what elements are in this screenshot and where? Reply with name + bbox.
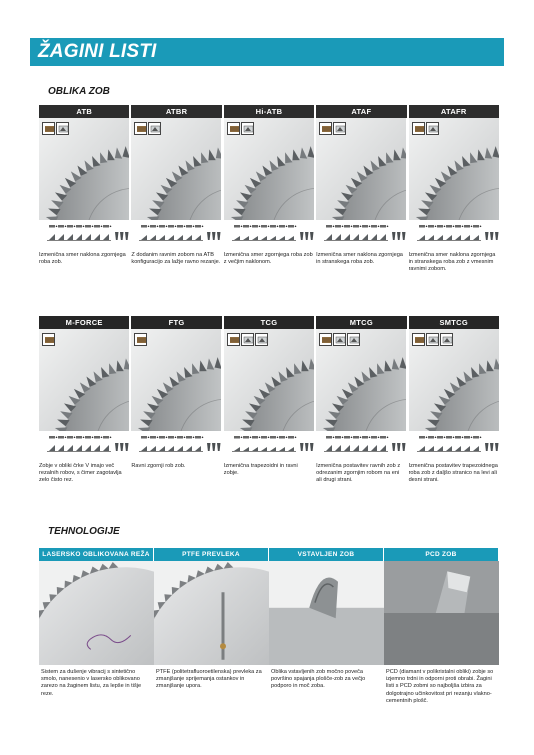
tooth-shape-row-1 <box>39 105 499 274</box>
tooth-card-image <box>39 329 129 431</box>
tooth-card-atafr <box>409 105 499 274</box>
tooth-card-image <box>131 329 221 431</box>
technology-card <box>39 548 154 705</box>
tooth-card-title: TCG <box>224 316 314 329</box>
composite-badge-icon <box>56 122 69 135</box>
tooth-profile-diagram <box>409 431 499 461</box>
composite-badge-icon <box>426 122 439 135</box>
tooth-profile <box>39 220 129 250</box>
tooth-card-mtcg <box>316 316 406 485</box>
tooth-profile-diagram <box>224 431 314 461</box>
material-badges <box>134 122 161 135</box>
wood-badge-icon <box>134 122 147 135</box>
technology-card <box>269 548 384 705</box>
technology-card <box>154 548 269 705</box>
tooth-card-description: Izmenična trapezoidni in ravni zobje. <box>223 463 298 477</box>
material-badges <box>42 122 69 135</box>
technology-photo <box>39 561 154 665</box>
material-badges <box>319 122 346 135</box>
composite-badge-icon <box>426 333 439 346</box>
tooth-card-atb <box>39 105 129 274</box>
section-title-technologies: TEHNOLOGIJE <box>48 526 120 537</box>
laminate-badge-icon <box>347 333 360 346</box>
technology-title: LASERSKO OBLIKOVANA REŽA <box>39 548 154 561</box>
technology-description: PCD (diamant v polikristalni obliki) zobje so izjemno trdni in odporni proti obrabi. Žagini listi s PCD zobmi so najboljša izbira za dolgotrajno učinkovitost pri rezanju vlakno-cementnih plošč. <box>386 669 494 704</box>
tooth-profile <box>131 220 221 250</box>
tooth-card-description: Izmenična postavitev ravnih zob z odrezanim zgornjim robom na eni ali drugi strani. <box>316 463 401 484</box>
tooth-profile-diagram <box>316 431 406 461</box>
wood-badge-icon <box>412 333 425 346</box>
material-badges <box>227 333 268 346</box>
material-badges <box>42 333 55 346</box>
tooth-card-title: Hi-ATB <box>224 105 314 118</box>
tooth-card-hi-atb <box>224 105 314 274</box>
tooth-card-description: Zobje v obliki črke V imajo več rezalnih robov, s čimer zagotavlja zelo čisto rez. <box>39 463 122 484</box>
tooth-profile-diagram <box>409 220 499 250</box>
tooth-card-description: Z dodanim ravnim zobom na ATB konfiguracijo za lažje ravno rezanje. <box>131 252 221 266</box>
tooth-card-atbr <box>131 105 221 274</box>
tooth-card-image <box>224 329 314 431</box>
wood-badge-icon <box>319 333 332 346</box>
tooth-card-title: ATBR <box>131 105 221 118</box>
tooth-profile <box>316 220 406 250</box>
wood-badge-icon <box>42 333 55 346</box>
tooth-shape-row-2 <box>39 316 499 485</box>
tooth-profile-diagram <box>131 431 221 461</box>
technology-title: PTFE PREVLEKA <box>154 548 269 561</box>
tooth-profile-diagram <box>39 220 129 250</box>
tooth-card-image <box>409 118 499 220</box>
wood-badge-icon <box>227 122 240 135</box>
technology-image <box>39 561 154 665</box>
tooth-card-title: FTG <box>131 316 221 329</box>
tooth-profile <box>316 431 406 461</box>
material-badges <box>227 122 254 135</box>
tooth-profile <box>224 220 314 250</box>
material-badges <box>412 122 439 135</box>
tooth-card-image <box>316 118 406 220</box>
tooth-card-image <box>409 329 499 431</box>
technology-description: Oblika vstavljenih zob močno poveča površino spajanja plošče-zob za večjo podporo in moč zoba. <box>271 669 366 690</box>
tooth-card-ftg <box>131 316 221 485</box>
tooth-card-description: Izmenična smer zgornjega roba zob z večjim naklonom. <box>223 252 313 266</box>
tooth-card-description: Izmenična postavitev trapezoidnega roba zob z daljšo stranico na levi ali desni strani. <box>408 463 498 484</box>
tooth-card-image <box>131 118 221 220</box>
composite-badge-icon <box>241 122 254 135</box>
composite-badge-icon <box>241 333 254 346</box>
technology-photo <box>154 561 269 665</box>
tooth-card-image <box>316 329 406 431</box>
tooth-card-image <box>224 118 314 220</box>
wood-badge-icon <box>319 122 332 135</box>
tooth-profile-diagram <box>224 220 314 250</box>
tooth-card-description: Izmenična smer naklona zgornjega in stranskega roba zob. <box>316 252 403 266</box>
tooth-profile-diagram <box>39 431 129 461</box>
wood-badge-icon <box>134 333 147 346</box>
tooth-card-image <box>39 118 129 220</box>
tooth-profile <box>409 220 499 250</box>
tooth-profile <box>131 431 221 461</box>
tooth-card-title: ATB <box>39 105 129 118</box>
technology-title: PCD ZOB <box>384 548 499 561</box>
composite-badge-icon <box>333 122 346 135</box>
tooth-card-ataf <box>316 105 406 274</box>
tooth-card-title: MTCG <box>316 316 406 329</box>
tooth-card-smtcg <box>409 316 499 485</box>
material-badges <box>134 333 147 346</box>
wood-badge-icon <box>412 122 425 135</box>
tooth-profile <box>409 431 499 461</box>
technology-image <box>154 561 269 665</box>
tooth-profile-diagram <box>316 220 406 250</box>
composite-badge-icon <box>148 122 161 135</box>
technology-image <box>384 561 499 665</box>
technology-title: VSTAVLJEN ZOB <box>269 548 384 561</box>
technology-image <box>269 561 384 665</box>
tooth-card-description: Izmenična smer naklona zgornjega roba zob. <box>39 252 126 266</box>
wood-badge-icon <box>227 333 240 346</box>
material-badges <box>412 333 453 346</box>
tooth-card-title: ATAFR <box>409 105 499 118</box>
technologies-row <box>39 548 499 705</box>
tooth-card-title: ATAF <box>316 105 406 118</box>
tooth-card-tcg <box>224 316 314 485</box>
tooth-card-title: SMTCG <box>409 316 499 329</box>
tooth-profile <box>224 431 314 461</box>
technology-photo <box>384 561 499 665</box>
tooth-card-description: Izmenična smer naklona zgornjega in stranskega roba zob z vmesnim ravnimi zobom. <box>408 252 496 273</box>
tooth-profile-diagram <box>131 220 221 250</box>
page-title: ŽAGINI LISTI <box>38 41 157 62</box>
material-badges <box>319 333 360 346</box>
technology-photo <box>269 561 384 665</box>
composite-badge-icon <box>333 333 346 346</box>
wood-badge-icon <box>42 122 55 135</box>
technology-description: PTFE (politetrafluoroetilenska) prevleka za zmanjšanje sprijemanja ostankov in zmanjšanje upora. <box>156 669 262 690</box>
tooth-card-description: Ravni zgornji rob zob. <box>131 463 186 469</box>
tooth-profile <box>39 431 129 461</box>
technology-card <box>384 548 499 705</box>
page-title-banner <box>30 38 504 66</box>
tooth-card-title: M-FORCE <box>39 316 129 329</box>
laminate-badge-icon <box>440 333 453 346</box>
laminate-badge-icon <box>255 333 268 346</box>
section-title-tooth-shape: OBLIKA ZOB <box>48 86 110 97</box>
technology-description: Sistem za dušenje vibracij s sintetično smolo, nanesenio v lasersko oblikovano zarezo na žaginem listu, za lepše in tišje reze. <box>41 669 142 697</box>
tooth-card-m-force <box>39 316 129 485</box>
